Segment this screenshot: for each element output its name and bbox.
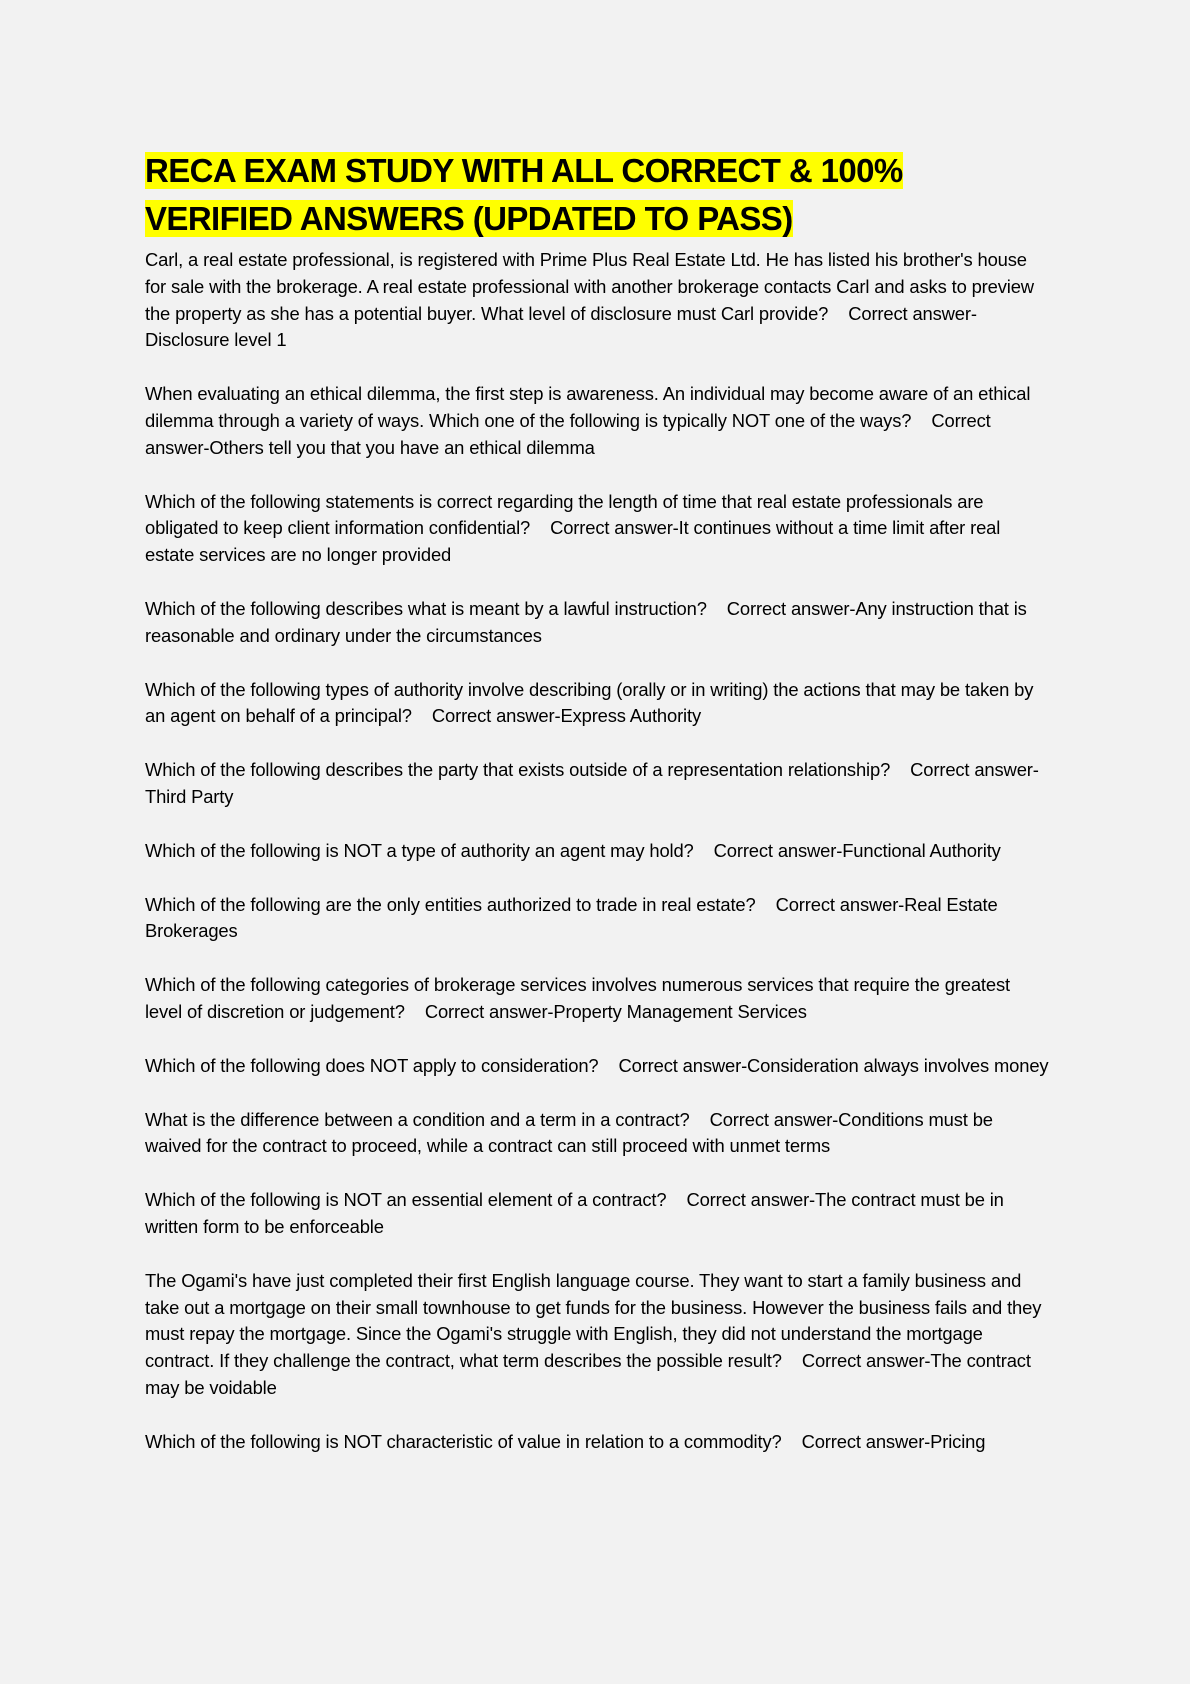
question-text: Which of the following describes the party that exists outside of a representation relationship?: [145, 759, 891, 781]
answer-text: Correct answer-Conditions must be waived for the contract to proceed, while a contract can still proceed with unmet terms: [145, 1108, 993, 1157]
qa-item: [145, 677, 1050, 731]
qa-item: [145, 1053, 1050, 1080]
answer-text: Correct answer-Real Estate Brokerages: [145, 893, 998, 942]
answer-text: Correct answer-The contract may be voidable: [145, 1350, 1031, 1398]
question-text: Carl, a real estate professional, is registered with Prime Plus Real Estate Ltd. He has listed his brother's house for sale with the brokerage. A real estate professional with another brokerage contacts Carl and asks to preview the property as she has a potential buyer. What level of disclosure must Carl provide?: [145, 249, 1034, 324]
qa-item: [145, 1107, 1050, 1161]
answer-text: Correct answer-Others tell you that you have an ethical dilemma: [145, 409, 991, 458]
answer-text: Correct answer-Functional Authority: [713, 839, 1001, 861]
answer-text: Correct answer-It continues without a time limit after real estate services are no longer provided: [145, 517, 1001, 566]
question-text: The Ogami's have just completed their first English language course. They want to start a family business and take out a mortgage on their small townhouse to get funds for the business. However the business fails and they must repay the mortgage. Since the Ogami's struggle with English, they did not understand the mortgage contract. If they challenge the contract, what term describes the possible result?: [145, 1269, 1042, 1372]
qa-item: [145, 489, 1050, 569]
qa-item: [145, 892, 1050, 946]
qa-item: [145, 838, 1050, 865]
answer-text: Correct answer-Disclosure level 1: [145, 302, 977, 351]
question-text: Which of the following is NOT a type of authority an agent may hold?: [145, 839, 694, 861]
qa-item: [145, 596, 1050, 650]
qa-item: [145, 247, 1050, 354]
question-text: Which of the following is NOT an essential element of a contract?: [145, 1189, 667, 1211]
question-text: Which of the following are the only entities authorized to trade in real estate?: [145, 893, 756, 915]
question-text: Which of the following types of authority involve describing (orally or in writing) the actions that may be taken by an agent on behalf of a principal?: [145, 678, 1034, 727]
question-text: Which of the following is NOT characteristic of value in relation to a commodity?: [145, 1430, 782, 1452]
question-text: What is the difference between a condition and a term in a contract?: [145, 1108, 690, 1130]
answer-text: Correct answer-The contract must be in written form to be enforceable: [145, 1189, 1004, 1237]
document-title: [145, 147, 1050, 243]
answer-text: Correct answer-Pricing: [801, 1430, 986, 1452]
qa-item: [145, 757, 1050, 811]
qa-item: [145, 1268, 1050, 1402]
question-text: When evaluating an ethical dilemma, the first step is awareness. An individual may become aware of an ethical dilemma through a variety of ways. Which one of the following is typically NOT one of the ways?: [145, 383, 1031, 431]
title-line-2: VERIFIED ANSWERS (UPDATED TO PASS): [145, 200, 793, 237]
question-text: Which of the following does NOT apply to consideration?: [145, 1054, 599, 1076]
answer-text: Correct answer-Property Management Services: [424, 1000, 807, 1022]
answer-text: Correct answer-Third Party: [145, 759, 1039, 807]
question-text: Which of the following categories of brokerage services involves numerous services that require the greatest level of discretion or judgement?: [145, 974, 1010, 1022]
question-text: Which of the following describes what is meant by a lawful instruction?: [145, 597, 707, 619]
answer-text: Correct answer-Any instruction that is reasonable and ordinary under the circumstances: [145, 597, 1027, 646]
title-line-1: RECA EXAM STUDY WITH ALL CORRECT & 100%: [145, 152, 903, 189]
question-text: Which of the following statements is correct regarding the length of time that real estate professionals are obligated to keep client information confidential?: [145, 490, 984, 539]
answer-text: Correct answer-Consideration always involves money: [618, 1054, 1049, 1076]
qa-item: [145, 1429, 1050, 1456]
qa-item: [145, 972, 1050, 1026]
qa-list: [145, 247, 1050, 1456]
qa-item: [145, 1187, 1050, 1241]
document-page: [145, 147, 1050, 1483]
qa-item: [145, 381, 1050, 461]
answer-text: Correct answer-Express Authority: [431, 705, 702, 727]
